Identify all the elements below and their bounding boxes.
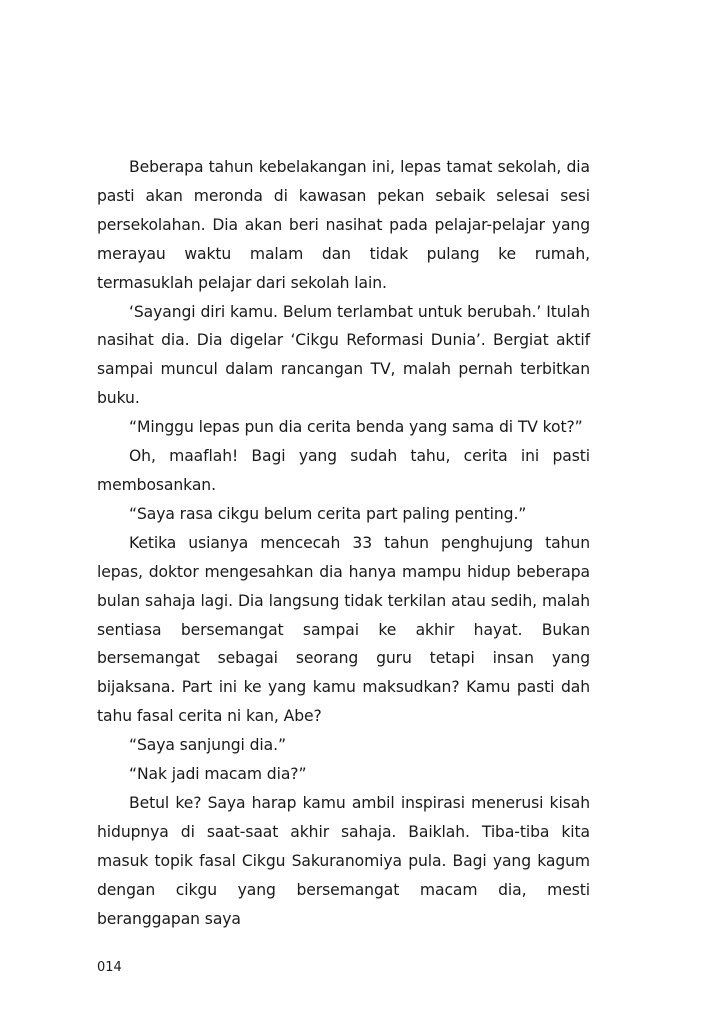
paragraph: Betul ke? Saya harap kamu ambil inspirasi menerusi kisah hidupnya di saat-saat akhir sahaja. Baiklah. Tiba-tiba kita masuk topik fasal Cikgu Sakuranomiya pula. Bagi yang kagum dengan cikgu yang bersemangat macam dia, mesti beranggapan saya	[97, 793, 590, 928]
paragraph: “Saya sanjungi dia.”	[129, 736, 286, 755]
paragraph: “Minggu lepas pun dia cerita benda yang sama di TV kot?”	[129, 418, 583, 437]
paragraph: ‘Sayangi diri kamu. Belum terlambat untuk berubah.’ Itulah nasihat dia. Dia digelar ‘Cikgu Reformasi Dunia’. Bergiat aktif sampai muncul dalam rancangan TV, malah pernah terbitkan buku.	[97, 302, 590, 408]
paragraph: Beberapa tahun kebelakangan ini, lepas tamat sekolah, dia pasti akan meronda di kawasan pekan sebaik selesai sesi persekolahan. Dia akan beri nasihat pada pelajar-pelajar yang merayau waktu malam dan tidak pulang ke rumah, termasuklah pelajar dari sekolah lain.	[97, 158, 590, 292]
body-text	[97, 153, 590, 933]
page-number: 014	[97, 960, 122, 975]
paragraph: “Nak jadi macam dia?”	[129, 765, 307, 784]
paragraph: “Saya rasa cikgu belum cerita part paling penting.”	[129, 504, 527, 523]
paragraph: Ketika usianya mencecah 33 tahun penghujung tahun lepas, doktor mengesahkan dia hanya mampu hidup beberapa bulan sahaja lagi. Dia langsung tidak terkilan atau sedih, malah sentiasa bersemangat sampai ke akhir hayat. Bukan bersemangat sebagai seorang guru tetapi insan yang bijaksana. Part ini ke yang kamu maksudkan? Kamu pasti dah tahu fasal cerita ni kan, Abe?	[97, 533, 590, 726]
paragraph: Oh, maaflah! Bagi yang sudah tahu, cerita ini pasti membosankan.	[97, 447, 590, 494]
